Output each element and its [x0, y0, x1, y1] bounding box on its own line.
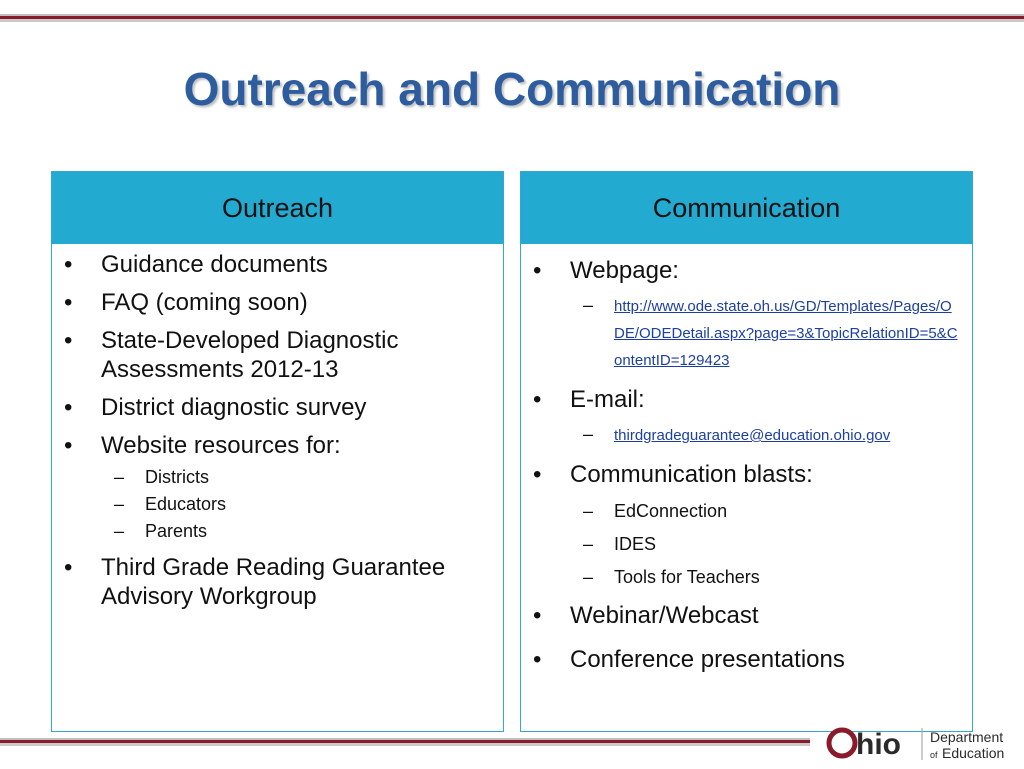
list-item: • Conference presentations [521, 645, 972, 675]
sub-list-item [521, 292, 972, 373]
communication-header: Communication [521, 172, 972, 244]
list-item: • Website resources for: [52, 431, 503, 460]
sub-list-item: – EdConnection [521, 498, 972, 525]
list-item: • E-mail: [521, 385, 972, 415]
list-item: • State-Developed Diagnostic Assessments 2012-13 [52, 326, 503, 384]
webpage-link[interactable]: http://www.ode.state.oh.us/GD/Templates/Pages/ODE/ODEDetail.aspx?page=3&TopicRelationID=5&ContentID=129423 [614, 298, 958, 369]
sub-list-item: – Tools for Teachers [521, 564, 972, 591]
email-link[interactable]: thirdgradeguarantee@education.ohio.gov [614, 427, 891, 444]
list-item: • Communication blasts: [521, 460, 972, 490]
logo-of: of [930, 750, 938, 760]
slide-title: Outreach and Communication [183, 63, 841, 115]
sub-list-item: – Districts [52, 464, 503, 491]
outreach-list [52, 244, 503, 611]
list-item: • Webinar/Webcast [521, 601, 972, 631]
sub-list-item: – Educators [52, 491, 503, 518]
list-item: • Third Grade Reading Guarantee Advisory Workgroup [52, 553, 503, 611]
sub-list-item [521, 421, 972, 448]
list-item: • District diagnostic survey [52, 393, 503, 422]
logo-line2: Education [942, 745, 1005, 761]
communication-list [521, 244, 972, 675]
ohio-department-of-education-logo [826, 722, 1016, 764]
sub-list-item: – IDES [521, 531, 972, 558]
communication-panel [520, 171, 973, 732]
list-item: • FAQ (coming soon) [52, 288, 503, 317]
list-item: • Guidance documents [52, 250, 503, 279]
outreach-panel [51, 171, 504, 732]
sub-list-item: – Parents [52, 518, 503, 545]
ohio-logo-icon [826, 722, 1016, 764]
svg-text:hio: hio [856, 728, 901, 761]
bottom-rule [0, 738, 810, 746]
list-item: • Webpage: [521, 256, 972, 286]
outreach-header: Outreach [52, 172, 503, 244]
logo-line1: Department [930, 729, 1004, 745]
top-rule [0, 14, 1024, 22]
